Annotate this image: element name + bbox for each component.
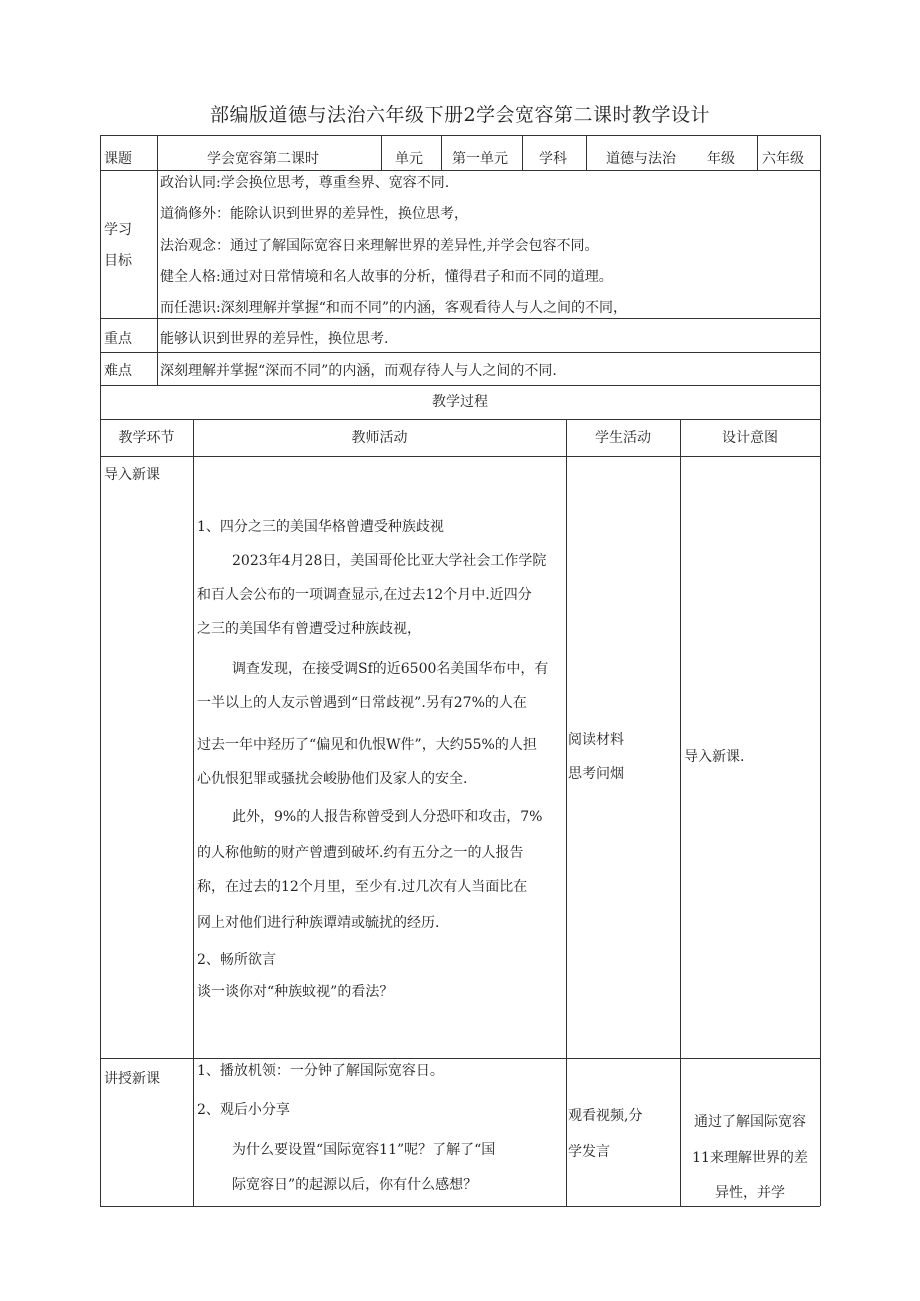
- topic-label: 课题: [104, 151, 132, 167]
- col-stage: 教学环节: [118, 430, 175, 446]
- table-right-border: [820, 135, 821, 1206]
- row1-question: 谈一谈你对“种族蚊视”的看法？: [197, 984, 394, 1000]
- row1-paragraph-line: 网上对他们进行种族谭靖或毓扰的经历.: [197, 915, 440, 931]
- unit-label: 单元: [395, 151, 423, 167]
- goal-item: 而任漶识:深刻理解并掌握“和而不同”的内涵，客观看待人与人之间的不同，: [160, 300, 628, 316]
- row2-intent-line: 11来理解世界的差: [692, 1150, 808, 1166]
- table-line: [522, 135, 523, 170]
- row1-paragraph-line: 和百人会公布的一项调查显示,在过去12个月中.近四分: [197, 587, 532, 603]
- grade-value: 六年级: [762, 151, 804, 167]
- grade-label: 年级: [707, 151, 735, 167]
- row1-paragraph-line: 的人称他鲂的财产曾遭到破坏.约有五分之一的人报告: [197, 845, 524, 861]
- table-line: [757, 135, 758, 170]
- row1-paragraph-line: 调查发现，在接受调Sf的近6500名美国华布中，有: [232, 661, 549, 677]
- row1-paragraph-line: 此外，9%的人报告称曾受到人分恐吓和攻击，7%: [232, 809, 543, 825]
- table-line: [193, 419, 194, 1206]
- row2-intent-line: 通过了解国际宽容: [694, 1114, 806, 1130]
- difficulty-text: 深刻理解并掌握“深而不同”的内涵，而观存待人与人之间的不同.: [160, 363, 557, 379]
- table-bottom-border: [100, 1206, 820, 1207]
- table-line: [381, 135, 382, 170]
- row2-item1: 1、播放机领：一分钟了解国际宽容日。: [197, 1063, 444, 1079]
- row1-paragraph-line: 之三的美国华有曾遭受过种族歧视，: [197, 621, 421, 637]
- table-line: [100, 456, 820, 457]
- row1-paragraph-line: 2023年4月28日，美国哥伦比亚大学社会工作学院: [232, 553, 547, 569]
- row2-student-line: 学发言: [568, 1144, 610, 1160]
- table-line: [157, 135, 158, 170]
- row1-stage: 导入新课: [104, 467, 160, 483]
- table-line: [441, 135, 442, 170]
- row1-heading1: 1、四分之三的美国华格曾遭受种族歧视: [197, 519, 444, 535]
- goal-item: 道徜修外：能除认识到世界的差异性，换位思考，: [160, 206, 468, 222]
- table-line: [100, 318, 820, 319]
- row1-intent: 导入新课.: [684, 749, 745, 765]
- page-title: 部编版道德与法治六年级下册2学会宽容第二课时教学设计: [209, 104, 711, 126]
- row1-student-line: 阅读材料: [568, 732, 624, 748]
- difficulty-label: 难点: [104, 363, 132, 379]
- subject-label: 学科: [539, 151, 567, 167]
- subject-value: 道德与法治: [606, 151, 676, 167]
- goals-label-line1: 学习: [104, 222, 132, 238]
- goal-item: 法治观念：通过了解国际宽容日来理解世界的差异性,并学会包容不同。: [160, 238, 599, 254]
- unit-value: 第一单元: [452, 151, 508, 167]
- row1-paragraph-line: 一半以上的人友示曾遇到“日常歧视”.另有27%的人在: [197, 695, 527, 711]
- table-line: [680, 419, 681, 1206]
- col-student: 学生活动: [595, 430, 651, 446]
- key-point-text: 能够认识到世界的差异性，换位思考.: [160, 331, 389, 347]
- col-teacher: 教师活动: [351, 430, 408, 446]
- table-left-border: [100, 135, 101, 1206]
- row2-question-line: 为什么要设置“国际宽容11”呢？了解了“国: [232, 1142, 496, 1158]
- col-intent: 设计意图: [722, 430, 778, 446]
- row1-paragraph-line: 过去一年中羟历了“偏见和仇恨W件”，大约55%的人担: [197, 737, 537, 753]
- table-line: [100, 385, 820, 386]
- table-line: [100, 352, 820, 353]
- row1-paragraph-line: 心仇恨犯罪或骚扰会峻胁他们及家人的安全.: [197, 771, 468, 787]
- row1-student-line: 思考问烟: [568, 766, 624, 782]
- row2-stage: 讲授新课: [104, 1071, 160, 1087]
- table-line: [566, 419, 567, 1206]
- row1-paragraph-line: 称，在过去的12个月里，至少有.过几次有人当面比在: [197, 879, 528, 895]
- table-line: [100, 170, 820, 171]
- row2-student-line: 观看视频,分: [568, 1108, 643, 1124]
- table-top-border: [100, 135, 820, 136]
- goals-label-line2: 目标: [104, 253, 132, 269]
- process-title: 教学过程: [432, 394, 488, 410]
- topic-value: 学会宽容第二课时: [207, 151, 319, 167]
- table-line: [157, 170, 158, 385]
- row1-heading2: 2、畅所欲言: [197, 952, 276, 968]
- row2-intent-line: 异性，并学: [715, 1185, 785, 1201]
- goal-item: 健全人格:通过对日常情境和名人故事的分析，懂得君子和而不同的道理。: [160, 269, 613, 285]
- row2-item2: 2、观后小分享: [197, 1102, 290, 1118]
- table-line: [586, 135, 587, 170]
- row2-question-line: 际宽容日”的起源以后，你有什么感想？: [232, 1177, 478, 1193]
- key-point-label: 重点: [104, 331, 132, 347]
- table-line: [100, 1058, 820, 1059]
- goal-item: 政治认同:学会换位思考，尊重叁界、宽容不同.: [160, 175, 450, 191]
- table-line: [100, 419, 820, 420]
